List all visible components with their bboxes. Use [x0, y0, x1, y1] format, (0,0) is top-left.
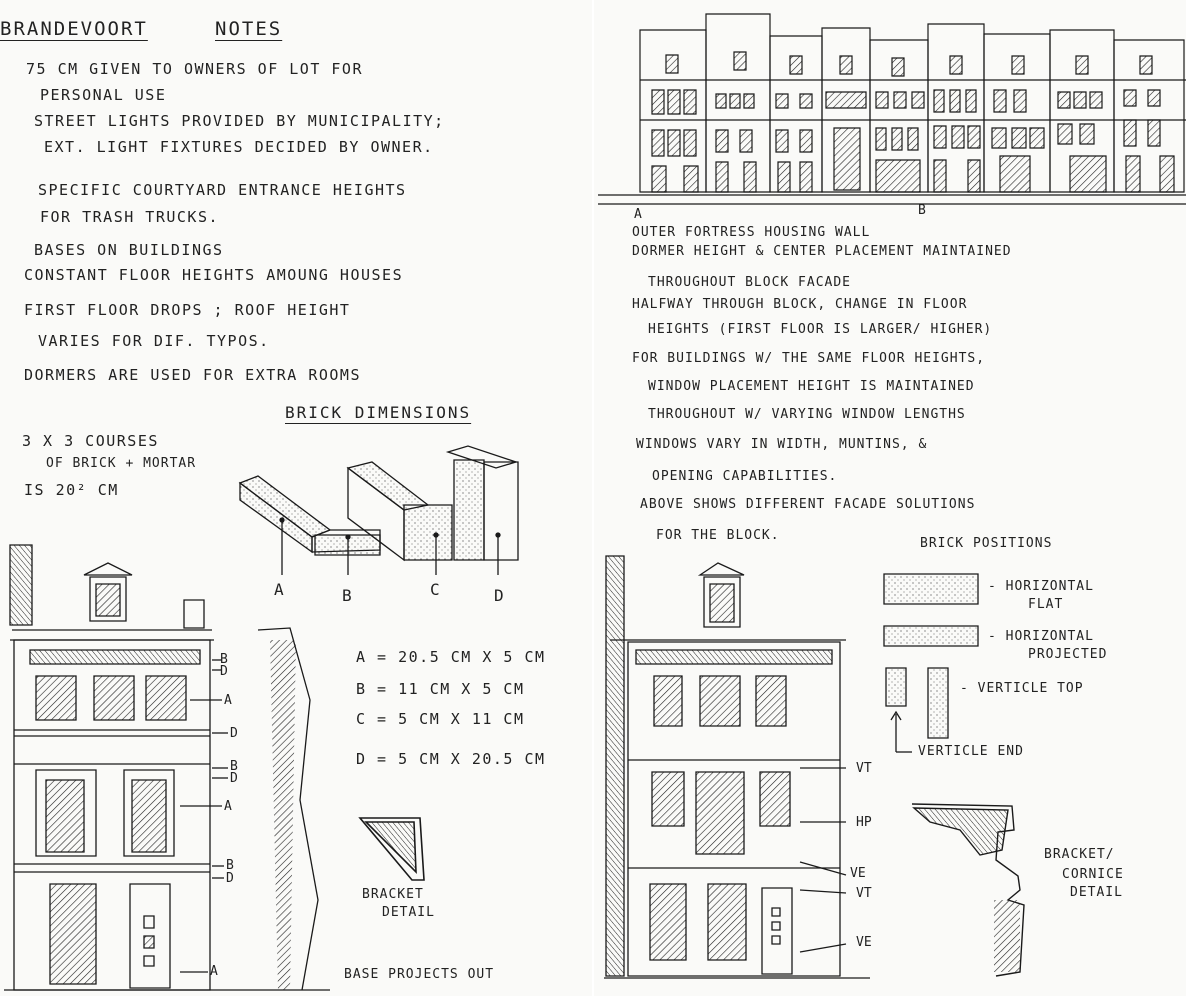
cornice-label-line-2: CORNICE	[1062, 867, 1124, 882]
left-note-3-line-2: FOR TRASH TRUCKS.	[40, 208, 220, 226]
right-note-3-line-1: HALFWAY THROUGH BLOCK, CHANGE IN FLOOR	[632, 297, 968, 312]
courses-note-line-3: IS 20² CM	[24, 481, 119, 499]
brick-positions-heading: BRICK POSITIONS	[920, 536, 1053, 551]
brick-label-c: C	[430, 580, 440, 599]
right-note-2-line-2: THROUGHOUT BLOCK FACADE	[648, 275, 852, 290]
brick-label-b: B	[342, 586, 352, 605]
position-horizontal-projected-line-2: PROJECTED	[1028, 647, 1108, 662]
brick-positions-sketch	[884, 574, 978, 752]
callout-vt: VT	[856, 886, 872, 901]
callout-b: B	[220, 652, 228, 667]
page-title: BRANDEVOORT	[0, 18, 148, 40]
position-verticle-end: VERTICLE END	[918, 744, 1024, 759]
dimension-a: A = 20.5 CM X 5 CM	[356, 648, 546, 666]
bracket-label-line-2: DETAIL	[382, 905, 435, 920]
right-note-1: OUTER FORTRESS HOUSING WALL	[632, 225, 871, 240]
page-title-notes: NOTES	[215, 18, 283, 40]
callout-a: A	[224, 799, 232, 814]
dimension-d: D = 5 CM X 20.5 CM	[356, 750, 546, 768]
callout-vt: VT	[856, 761, 872, 776]
brick-label-d: D	[494, 586, 504, 605]
brick-label-a: A	[274, 580, 284, 599]
elevation-mark-a: A	[634, 207, 643, 222]
right-note-6-line-2: FOR THE BLOCK.	[656, 528, 780, 543]
right-facade-elevation	[604, 556, 870, 978]
left-note-5: CONSTANT FLOOR HEIGHTS AMOUNG HOUSES	[24, 266, 404, 284]
street-elevation	[598, 14, 1186, 204]
left-note-7: DORMERS ARE USED FOR EXTRA ROOMS	[24, 366, 361, 384]
right-note-4-line-2: WINDOW PLACEMENT HEIGHT IS MAINTAINED	[648, 379, 975, 394]
brick-dimensions-heading: BRICK DIMENSIONS	[285, 403, 472, 422]
elevation-mark-b: B	[918, 203, 927, 218]
brick-sketch	[240, 446, 518, 575]
right-note-5-line-1: WINDOWS VARY IN WIDTH, MUNTINS, &	[636, 437, 928, 452]
callout-d: D	[230, 726, 238, 741]
bracket-label-line-1: BRACKET	[362, 887, 424, 902]
dimension-b: B = 11 CM X 5 CM	[356, 680, 525, 698]
left-note-4: BASES ON BUILDINGS	[34, 241, 224, 259]
courses-note-line-1: 3 X 3 COURSES	[22, 432, 159, 450]
left-note-1-line-2: PERSONAL USE	[40, 86, 167, 104]
callout-d: D	[220, 664, 228, 679]
callout-a: A	[224, 693, 232, 708]
cornice-label-line-3: DETAIL	[1070, 885, 1123, 900]
position-horizontal-projected-line-1: - HORIZONTAL	[988, 629, 1094, 644]
position-horizontal-flat-line-1: - HORIZONTAL	[988, 579, 1094, 594]
right-note-4-line-1: FOR BUILDINGS W/ THE SAME FLOOR HEIGHTS,	[632, 351, 986, 366]
cornice-detail-sketch	[912, 804, 1024, 976]
dimension-c: C = 5 CM X 11 CM	[356, 710, 525, 728]
position-horizontal-flat-line-2: FLAT	[1028, 597, 1064, 612]
left-note-1-line-1: 75 CM GIVEN TO OWNERS OF LOT FOR	[26, 60, 363, 78]
callout-a: A	[210, 964, 218, 979]
left-note-3-line-1: SPECIFIC COURTYARD ENTRANCE HEIGHTS	[38, 181, 407, 199]
callout-b: B	[230, 759, 238, 774]
left-note-2-line-2: EXT. LIGHT FIXTURES DECIDED BY OWNER.	[44, 138, 434, 156]
right-note-3-line-2: HEIGHTS (FIRST FLOOR IS LARGER/ HIGHER)	[648, 322, 993, 337]
callout-ve: VE	[850, 866, 866, 881]
callout-b: B	[226, 858, 234, 873]
courses-note-line-2: OF BRICK + MORTAR	[46, 456, 197, 471]
position-verticle-top: - VERTICLE TOP	[960, 681, 1084, 696]
callout-ve: VE	[856, 935, 872, 950]
callout-hp: HP	[856, 815, 872, 830]
bracket-detail-sketch	[360, 818, 424, 880]
right-note-6-line-1: ABOVE SHOWS DIFFERENT FACADE SOLUTIONS	[640, 497, 976, 512]
left-note-6-line-1: FIRST FLOOR DROPS ; ROOF HEIGHT	[24, 301, 351, 319]
left-facade-elevation	[4, 545, 330, 990]
callout-d: D	[230, 771, 238, 786]
right-note-2-line-1: DORMER HEIGHT & CENTER PLACEMENT MAINTAINED	[632, 244, 1012, 259]
cornice-label-line-1: BRACKET/	[1044, 847, 1115, 862]
right-note-5-line-2: OPENING CAPABILITIES.	[652, 469, 838, 484]
callout-d: D	[226, 871, 234, 886]
left-note-6-line-2: VARIES FOR DIF. TYPOS.	[38, 332, 270, 350]
right-note-4-line-3: THROUGHOUT W/ VARYING WINDOW LENGTHS	[648, 407, 966, 422]
left-note-2-line-1: STREET LIGHTS PROVIDED BY MUNICIPALITY;	[34, 112, 445, 130]
base-note: BASE PROJECTS OUT	[344, 967, 495, 982]
